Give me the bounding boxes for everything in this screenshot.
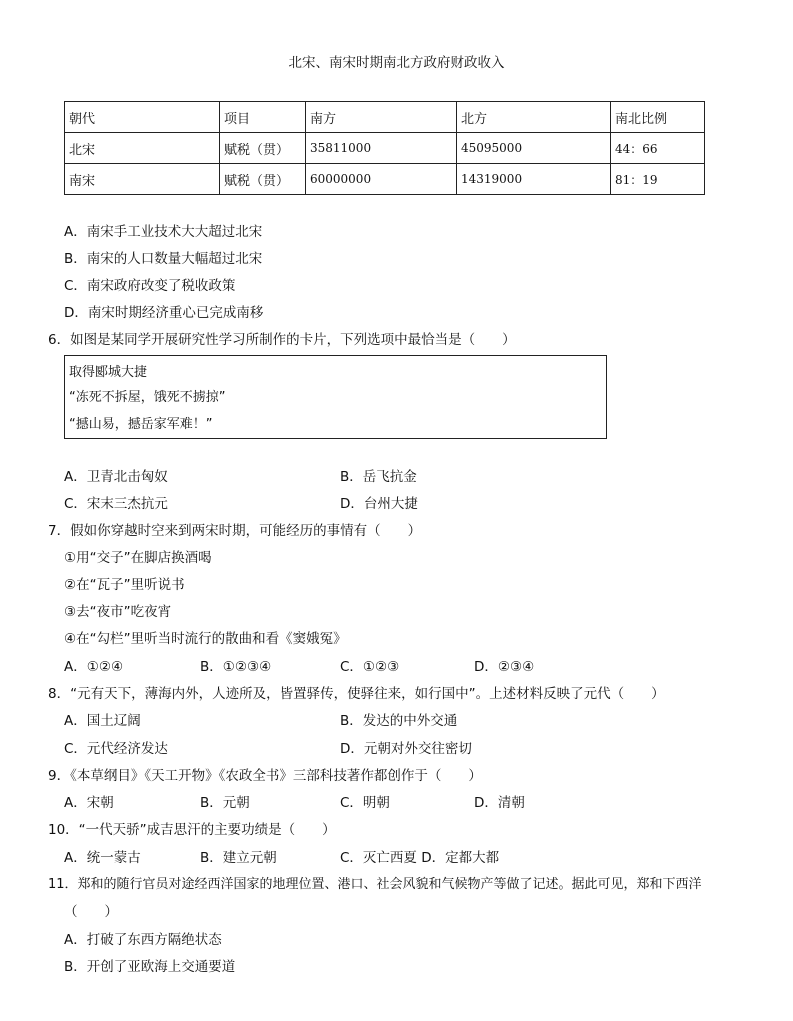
- table-cell: 44：66: [611, 133, 705, 164]
- q11-stem-cont: （ ）: [64, 904, 118, 920]
- q6-option-b[interactable]: B．岳飞抗金: [340, 469, 417, 485]
- q9-option-a[interactable]: A．宋朝: [64, 795, 114, 811]
- table-header-row: [65, 102, 705, 133]
- table-header-cell: 北方: [457, 102, 611, 133]
- card-line: “冻死不拆屋，饿死不掳掠”: [69, 390, 226, 405]
- q6-option-a[interactable]: A．卫青北击匈奴: [64, 469, 168, 485]
- table-title: 北宋、南宋时期南北方政府财政收入: [288, 55, 505, 71]
- q8-option-c[interactable]: C．元代经济发达: [64, 741, 168, 757]
- card-line: “撼山易，撼岳家军难！”: [69, 417, 213, 432]
- q8-stem: 8．“元有天下，薄海内外，人迹所及，皆置驿传，使驿往来，如行国中”。上述材料反映了元代（ ）: [48, 686, 665, 702]
- table-cell: 45095000: [457, 133, 611, 164]
- q6-option-c[interactable]: C．宋末三杰抗元: [64, 496, 168, 512]
- q5-option-d[interactable]: D．南宋时期经济重心已完成南移: [64, 305, 264, 321]
- q10-option-cd[interactable]: C．灭亡西夏 D．定都大都: [340, 850, 500, 866]
- study-card: [64, 355, 607, 439]
- q7-item: ④在“勾栏”里听当时流行的散曲和看《窦娥冤》: [64, 631, 347, 647]
- q10-option-a[interactable]: A．统一蒙古: [64, 850, 141, 866]
- q11-option-b[interactable]: B．开创了亚欧海上交通要道: [64, 959, 236, 975]
- table-cell: 60000000: [306, 164, 457, 195]
- card-line: 取得郾城大捷: [69, 365, 148, 380]
- q7-item: ③去“夜市”吃夜宵: [64, 604, 172, 620]
- table-cell: 81：19: [611, 164, 705, 195]
- q7-option-a[interactable]: A．①②④: [64, 659, 124, 675]
- q10-stem: 10．“一代天骄”成吉思汗的主要功绩是（ ）: [48, 822, 336, 838]
- q11-stem: 11．郑和的随行官员对途经西洋国家的地理位置、港口、社会风貌和气候物产等做了记述。据此可见，郑和下西洋: [48, 877, 702, 892]
- table-header-cell: 项目: [220, 102, 306, 133]
- q7-item: ①用“交子”在脚店换酒喝: [64, 550, 212, 566]
- q5-option-a[interactable]: A．南宋手工业技术大大超过北宋: [64, 224, 263, 240]
- q10-option-b[interactable]: B．建立元朝: [200, 850, 277, 866]
- q7-option-b[interactable]: B．①②③④: [200, 659, 272, 675]
- table-cell: 35811000: [306, 133, 457, 164]
- q8-option-d[interactable]: D．元朝对外交往密切: [340, 741, 472, 757]
- q9-option-b[interactable]: B．元朝: [200, 795, 250, 811]
- q9-option-c[interactable]: C．明朝: [340, 795, 390, 811]
- table-header-cell: 南北比例: [611, 102, 705, 133]
- q5-option-b[interactable]: B．南宋的人口数量大幅超过北宋: [64, 251, 263, 267]
- table-cell: 赋税（贯）: [220, 133, 306, 164]
- q7-option-d[interactable]: D．②③④: [474, 659, 535, 675]
- q11-option-a[interactable]: A．打破了东西方隔绝状态: [64, 932, 222, 948]
- table-cell: 赋税（贯）: [220, 164, 306, 195]
- q8-option-b[interactable]: B．发达的中外交通: [340, 713, 458, 729]
- table-header-cell: 南方: [306, 102, 457, 133]
- table-row: [65, 133, 705, 164]
- q9-stem: 9．《本草纲目》《天工开物》《农政全书》三部科技著作都创作于（ ）: [48, 768, 482, 784]
- table-row: [65, 164, 705, 195]
- q6-option-d[interactable]: D．台州大捷: [340, 496, 418, 512]
- table-header-cell: 朝代: [65, 102, 220, 133]
- q5-option-c[interactable]: C．南宋政府改变了税收政策: [64, 278, 236, 294]
- finance-table: [64, 101, 705, 195]
- table-cell: 14319000: [457, 164, 611, 195]
- q8-option-a[interactable]: A．国土辽阔: [64, 713, 141, 729]
- q7-option-c[interactable]: C．①②③: [340, 659, 400, 675]
- q7-item: ②在“瓦子”里听说书: [64, 577, 185, 593]
- q9-option-d[interactable]: D．清朝: [474, 795, 525, 811]
- table-cell: 南宋: [65, 164, 220, 195]
- q6-stem: 6．如图是某同学开展研究性学习所制作的卡片，下列选项中最恰当是（ ）: [48, 332, 516, 348]
- table-cell: 北宋: [65, 133, 220, 164]
- q7-stem: 7．假如你穿越时空来到两宋时期，可能经历的事情有（ ）: [48, 523, 422, 539]
